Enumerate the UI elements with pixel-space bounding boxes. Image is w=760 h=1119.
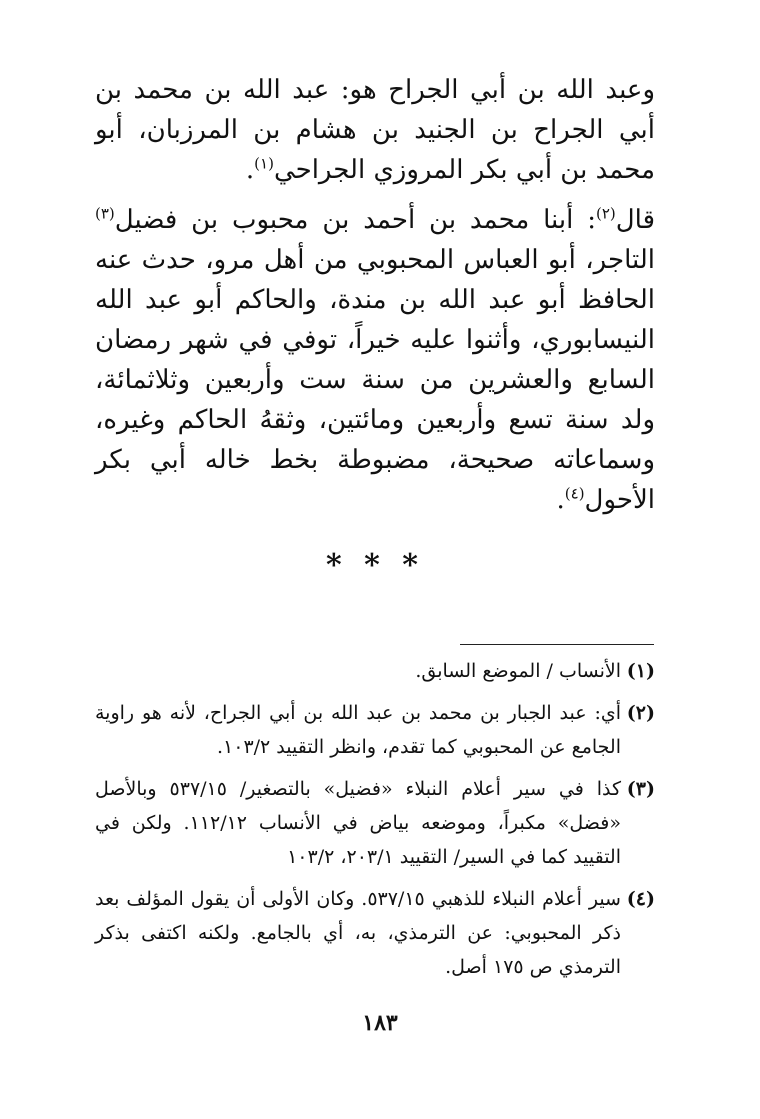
footnote-number: (٣) (626, 778, 655, 800)
footnotes (95, 654, 655, 992)
footnote-divider (460, 644, 654, 645)
paragraph-2 (95, 200, 655, 520)
footnote-text: سير أعلام النبلاء للذهبي ٥٣٧/١٥. وكان الأولى أن يقول المؤلف بعد ذكر المحبوبي: عن الترمذي، به، أي بالجامع. ولكنه اكتفى بذكر الترمذي ص ١٧٥ أصل. (95, 888, 621, 978)
paragraph-2-tail: . (556, 485, 565, 515)
footnote-1 (95, 654, 655, 688)
footnote-number: (٢) (626, 702, 655, 724)
paragraph-1-tail: . (245, 155, 255, 185)
section-separator: * * * (326, 548, 424, 583)
footnote-number: (١) (626, 660, 655, 682)
paragraph-2-mid: : أبنا محمد بن أحمد بن محبوب بن فضيل (114, 205, 596, 235)
footnote-ref-4[interactable]: (٤) (564, 484, 585, 503)
footnote-text: الأنساب / الموضع السابق. (415, 660, 621, 682)
paragraph-2-lead: قال (615, 205, 655, 235)
footnote-4 (95, 882, 655, 984)
footnote-3 (95, 772, 655, 874)
footnote-ref-2[interactable]: (٢) (595, 204, 616, 223)
main-text (95, 70, 655, 586)
footnote-ref-3[interactable]: (٣) (95, 204, 115, 223)
paragraph-1-text: وعبد الله بن أبي الجراح هو: عبد الله بن محمد بن أبي الجراح بن الجنيد بن هشام بن المرزبان، أبو محمد بن أبي بكر المروزي الجراحي (95, 75, 655, 185)
footnote-text: كذا في سير أعلام النبلاء «فضيل» بالتصغير/ ٥٣٧/١٥ وبالأصل «فضل» مكبراً، وموضعه بياض في الأنساب ١١٢/١٢. ولكن في التقييد كما في السير/ التقييد ٢٠٣/١، ١٠٣/٢ (95, 778, 621, 868)
paragraph-1 (95, 70, 655, 190)
page-number: ١٨٣ (362, 1010, 398, 1036)
footnote-2 (95, 696, 655, 764)
paragraph-2-text: التاجر، أبو العباس المحبوبي من أهل مرو، حدث عنه الحافظ أبو عبد الله بن مندة، والحاكم أبو عبد الله النيسابوري، وأثنوا عليه خيراً، توفي في شهر رمضان السابع والعشرين من سنة ست وأربعين وثلاثمائة، ولد سنة تسع وأربعين ومائتين، وثقهُ الحاكم وغيره، وسماعاته صحيحة، مضبوطة بخط خاله أبي بكر الأحول (95, 245, 655, 515)
footnote-ref-1[interactable]: (١) (254, 154, 274, 173)
footnote-text: أي: عبد الجبار بن محمد بن عبد الله بن أبي الجراح، لأنه هو راوية الجامع عن المحبوبي كما تقدم، وانظر التقييد ١٠٣/٢. (95, 702, 621, 758)
footnote-number: (٤) (626, 888, 655, 910)
